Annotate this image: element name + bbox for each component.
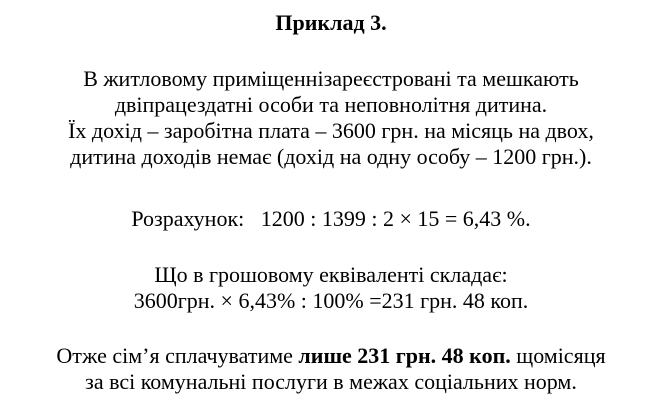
paragraph1-line2: двіпрацездатні особи та неповнолітня дитина. xyxy=(114,92,548,117)
paragraph1-line1: В житловому приміщеннізареєстровані та мешкають xyxy=(83,66,579,91)
conclusion-bold-amount: лише 231 грн. 48 коп. xyxy=(298,343,511,368)
calculation-formula: 1200 : 1399 : 2 × 15 = 6,43 %. xyxy=(260,206,531,231)
conclusion-suffix: щомісяця xyxy=(510,343,606,368)
money-line2: 3600грн. × 6,43% : 100% =231 грн. 48 коп. xyxy=(133,288,529,313)
example-title: Приклад 3. xyxy=(275,10,387,35)
money-line1: Що в грошовому еквіваленті складає: xyxy=(154,262,508,287)
paragraph1-line4: дитина доходів немає (дохід на одну особу – 1200 грн.). xyxy=(70,144,592,169)
paragraph1-line3: Їх дохід – заробітна плата – 3600 грн. на місяць на двох, xyxy=(68,118,594,143)
calculation-line xyxy=(0,206,662,232)
conclusion-prefix: Отже сім’я сплачуватиме xyxy=(56,343,299,368)
conclusion-line1 xyxy=(0,343,662,369)
conclusion-line2: за всі комунальні послуги в межах соціальних норм. xyxy=(85,369,577,394)
calculation-label: Розрахунок: xyxy=(131,206,245,231)
